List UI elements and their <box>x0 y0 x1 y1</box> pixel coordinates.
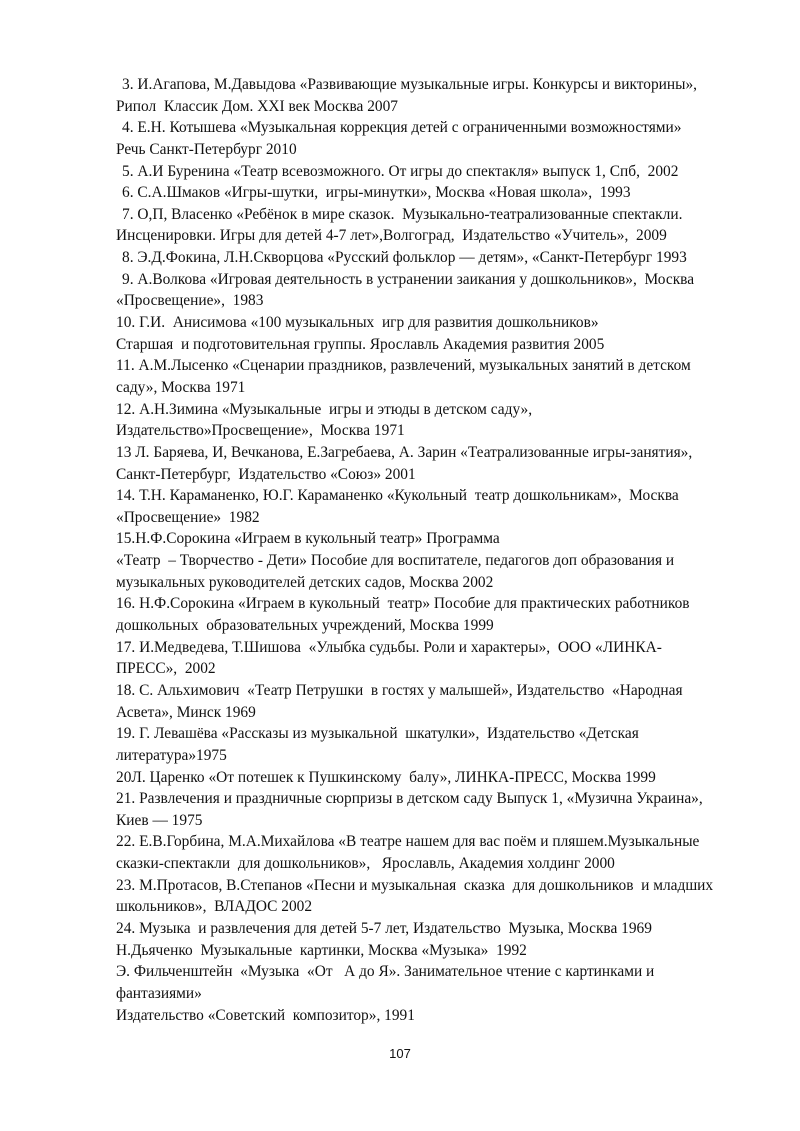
reference-line: 18. С. Альхимович «Театр Петрушки в гостях у малышей», Издательство «Народная <box>116 681 683 699</box>
reference-line: 19. Г. Левашёва «Рассказы из музыкальной шкатулки», Издательство «Детская <box>116 725 639 743</box>
reference-line: 8. Э.Д.Фокина, Л.Н.Скворцова «Русский фольклор — детям», «Санкт-Петербург 1993 <box>122 249 687 267</box>
reference-line: Издательство «Советский композитор», 1991 <box>116 1006 415 1024</box>
reference-line: 21. Развлечения и праздничные сюрпризы в детском саду Выпуск 1, «Музична Украина», <box>116 790 703 808</box>
reference-line: Речь Санкт-Петербург 2010 <box>116 140 297 158</box>
reference-line: 6. С.А.Шмаков «Игры-шутки, игры-минутки», Москва «Новая школа», 1993 <box>122 184 631 202</box>
reference-line: «Просвещение», 1983 <box>116 292 264 310</box>
reference-line: Н.Дьяченко Музыкальные картинки, Москва «Музыка» 1992 <box>116 941 527 959</box>
reference-line: литература»1975 <box>116 746 227 764</box>
page-number: 107 <box>389 1046 411 1061</box>
reference-line: 23. М.Протасов, В.Степанов «Песни и музыкальная сказка для дошкольников и младших <box>116 876 714 894</box>
reference-line: 11. А.М.Лысенко «Сценарии праздников, развлечений, музыкальных занятий в детском <box>116 357 691 375</box>
reference-line: дошкольных образовательных учреждений, Москва 1999 <box>116 617 494 635</box>
reference-line: школьников», ВЛАДОС 2002 <box>116 898 313 916</box>
reference-line: 5. А.И Буренина «Театр всевозможного. От игры до спектакля» выпуск 1, Спб, 2002 <box>122 162 679 180</box>
reference-line: Старшая и подготовительная группы. Ярославль Академия развития 2005 <box>116 335 605 353</box>
reference-line: фантазиями» <box>116 984 202 1002</box>
reference-line: 14. Т.Н. Караманенко, Ю.Г. Караманенко «Кукольный театр дошкольникам», Москва <box>116 487 679 505</box>
reference-line: саду», Москва 1971 <box>116 378 246 396</box>
reference-line: сказки-спектакли для дошкольников», Ярославль, Академия холдинг 2000 <box>116 855 615 873</box>
reference-line: 4. Е.Н. Котышева «Музыкальная коррекция детей с ограниченными возможностями» <box>122 119 682 137</box>
reference-line: Издательство»Просвещение», Москва 1971 <box>116 422 405 440</box>
reference-line: 3. И.Агапова, М.Давыдова «Развивающие музыкальные игры. Конкурсы и викторины», <box>122 76 698 93</box>
reference-line: 20Л. Царенко «От потешек к Пушкинскому балу», ЛИНКА-ПРЕСС, Москва 1999 <box>116 768 656 786</box>
reference-line: 16. Н.Ф.Сорокина «Играем в кукольный театр» Пособие для практических работников <box>116 595 690 613</box>
reference-line: 17. И.Медведева, Т.Шишова «Улыбка судьбы. Роли и характеры», ООО «ЛИНКА- <box>116 638 662 656</box>
reference-line: 13 Л. Баряева, И, Вечканова, Е.Загребаева, А. Зарин «Театрализованные игры-занятия», <box>116 443 693 461</box>
reference-line: Рипол Классик Дом. XXI век Москва 2007 <box>116 97 398 115</box>
reference-line: Киев — 1975 <box>116 811 203 829</box>
reference-line: 15.Н.Ф.Сорокина «Играем в кукольный театр» Программа <box>116 530 500 548</box>
reference-list <box>116 74 736 1026</box>
reference-line: 10. Г.И. Анисимова «100 музыкальных игр для развития дошкольников» <box>116 314 599 332</box>
reference-line: 12. А.Н.Зимина «Музыкальные игры и этюды в детском саду», <box>116 400 533 418</box>
reference-line: ПРЕСС», 2002 <box>116 660 216 678</box>
reference-line: Э. Фильченштейн «Музыка «От А до Я». Занимательное чтение с картинками и <box>116 963 655 981</box>
reference-line: Санкт-Петербург, Издательство «Союз» 2001 <box>116 465 416 483</box>
reference-line: 24. Музыка и развлечения для детей 5-7 лет, Издательство Музыка, Москва 1969 <box>116 919 652 937</box>
reference-line: Инсценировки. Игры для детей 4-7 лет»,Волгоград, Издательство «Учитель», 2009 <box>116 227 667 245</box>
reference-line: «Театр – Творчество - Дети» Пособие для воспитателе, педагогов доп образования и <box>116 552 675 570</box>
reference-line: 22. Е.В.Горбина, М.А.Михайлова «В театре нашем для вас поём и пляшем.Музыкальные <box>116 833 700 851</box>
reference-line: 9. А.Волкова «Игровая деятельность в устранении заикания у дошкольников», Москва <box>122 270 695 288</box>
reference-line: «Просвещение» 1982 <box>116 508 260 526</box>
reference-line: Асвета», Минск 1969 <box>116 703 256 721</box>
reference-line: 7. О,П, Власенко «Ребёнок в мире сказок. Музыкально-театрализованные спектакли. <box>122 205 683 223</box>
reference-line: музыкальных руководителей детских садов, Москва 2002 <box>116 573 494 591</box>
